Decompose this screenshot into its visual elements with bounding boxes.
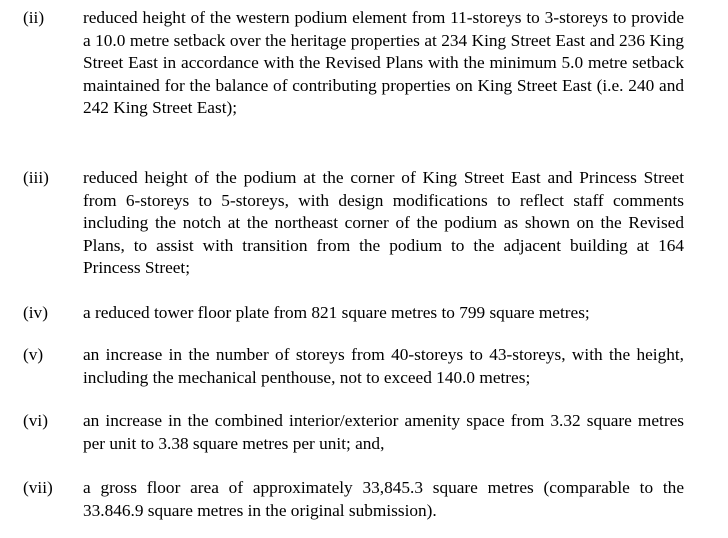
- list-text-vii: a gross floor area of approximately 33,845.3 square metres (comparable to the 33.846.9 square metres in the original submission).: [83, 478, 684, 520]
- list-marker-v: (v): [23, 345, 44, 364]
- list-marker-vii: (vii): [23, 478, 53, 497]
- list-text-iii: reduced height of the podium at the corner of King Street East and Princess Street from 6-storeys to 5-storeys, with design modifications to reflect staff comments including the notch at the northeast corner of the podium as shown on the Revised Plans, to assist with transition from the podium to the adjacent building at 164 Princess Street;: [83, 168, 684, 277]
- list-marker-vi: (vi): [23, 411, 48, 430]
- list-text-ii: reduced height of the western podium element from 11-storeys to 3-storeys to provide a 10.0 metre setback over the heritage properties at 234 King Street East and 236 King Street East in accordance with the Revised Plans with the minimum 5.0 metre setback maintained for the balance of contributing properties on King Street East (i.e. 240 and 242 King Street East);: [83, 8, 684, 117]
- list-text-iv: a reduced tower floor plate from 821 square metres to 799 square metres;: [83, 303, 590, 322]
- list-text-vi: an increase in the combined interior/exterior amenity space from 3.32 square metres per unit to 3.38 square metres per unit; and,: [83, 411, 684, 453]
- list-marker-iii: (iii): [23, 168, 49, 187]
- list-marker-iv: (iv): [23, 303, 48, 322]
- list-text-v: an increase in the number of storeys from 40-storeys to 43-storeys, with the height, including the mechanical penthouse, not to exceed 140.0 metres;: [83, 345, 684, 387]
- list-marker-ii: (ii): [23, 8, 45, 27]
